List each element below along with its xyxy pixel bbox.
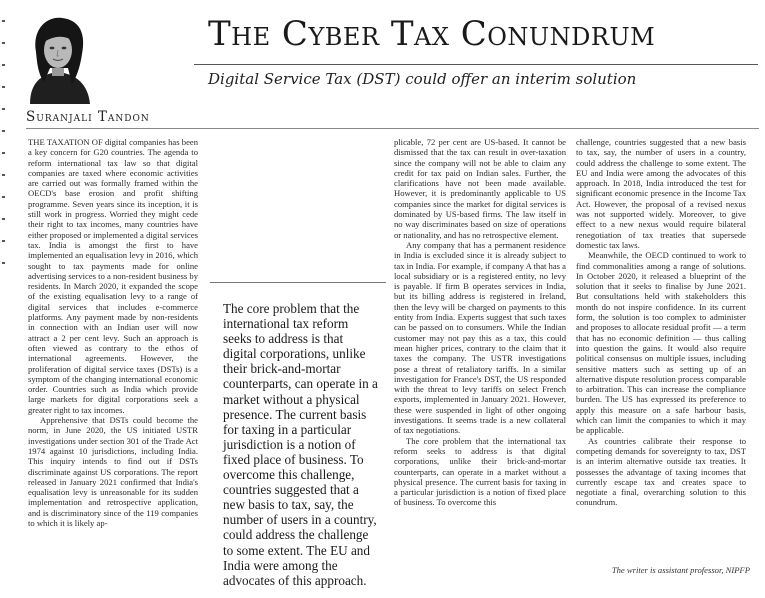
article-subtitle: Digital Service Tax (DST) could offer an interim solution [208,70,637,88]
author-note: The writer is assistant professor, NIPFP [611,565,750,575]
paragraph: THE TAXATION OF digital companies has been a key concern for G20 countries. The agenda to reform international tax law so that digital companies are taxed where economic activities are carried out was formally framed within the OECD's base erosion and profit shifting programme. Seven years since its inception, it is still work in progress. Worried they might cede their right to tax incomes, many countries have either proposed or implemented a digital services tax. India is amongst the first to have implemented an equalisation levy in 2016, which sought to tax payments made for online advertising services to a non-resident business by residents. In March 2020, it expanded the scope of the existing equalisation levy to a range of digital services that includes e-commerce platforms. Any payment made by non-residents in connection with an Indian user will now attract a 2 per cent levy. Such an approach is often viewed as contrary to the ethos of international agreements. However, the proliferation of digital service taxes (DSTs) is a symptom of the changing international economic order. Countries such as India which provide large markets for digital corporations seek a greater right to tax incomes. [28,137,198,415]
paragraph: Meanwhile, the OECD continued to work to find commonalities among a range of solutions. In October 2020, it released a blueprint of the solution that it seeks to finalise by June 2021. But consultations held with stakeholders this month do not inspire confidence. In its current form, the solution is too complex to administer and proposes to allocate residual profit — a term that has no economic definition — thus calling into question the gains. It would also require political consensus on multiple issues, including sensitive matters such as setting up of an alternative dispute resolution process comparable to arbitration. This can increase the compliance burden. The US has expressed its preference to apply this measure on a safe harbour basis, which can limit the companies to which it may be applicable. [576,250,746,436]
author-portrait-icon [16,12,100,104]
page-edge-marks [2,20,7,280]
pull-quote-divider [210,282,386,283]
pull-quote: The core problem that the international tax reform seeks to address is that digital corporations, unlike their brick-and-mortar counterparts, can operate in a market without a physical presence. The current basis for taxing in a particular jurisdiction is a notion of fixed place of business. To overcome this challenge, countries suggested that a new basis to tax, say, the number of users in a country, could address the challenge to some extent. The EU and India were among the advocates of this approach. [223,301,378,588]
paragraph: challenge, countries suggested that a new basis to tax, say, the number of users in a country, could address the challenge to some extent. The EU and India were among the advocates of this approach. In 2018, India introduced the test for significant economic presence in the Income Tax Act. However, the proposal of a revised nexus was not supported widely. Moreover, to give effect to a new nexus would require bilateral renegotiation of tax treaties that supersede domestic tax laws. [576,137,746,250]
article-column-1 [28,137,198,589]
paragraph: Apprehensive that DSTs could become the norm, in June 2020, the US initiated USTR investigations under section 301 of the Trade Act 1974 against 10 jurisdictions, including India. This inquiry intends to find out if DSTs discriminate against US corporations. The report released in January 2021 confirmed that India's equalisation levy is unreasonable for its sudden implementation and retrospective application, and is discriminatory since of the 119 companies to which it is likely ap- [28,415,198,528]
article-column-3 [576,137,746,577]
byline-divider [26,128,759,129]
paragraph: plicable, 72 per cent are US-based. It cannot be dismissed that the tax can result in over-taxation since the company will not be able to claim any credit for tax paid on Indian sales. Further, the clarifications have not been made available. However, it is predominantly applicable to US companies since the market for digital services is dominated by US-based firms. The law itself in no way discriminates based on size of operations or nationality, and has no retrospective element. [394,137,566,240]
title-divider [194,64,758,65]
paragraph: As countries calibrate their response to competing demands for sovereignty to tax, DST is an interim alternative outside tax treaties. It possesses the advantage of taxing incomes that currently escape tax and creates space to negotiate a final, overarching solution to this conundrum. [576,435,746,508]
article-title: The Cyber Tax Conundrum [208,14,656,54]
article-column-2 [394,137,566,589]
paragraph: Any company that has a permanent residence in India is excluded since it is already subject to tax in India. For example, if company A that has a local subsidiary or is a registered entity, no levy is payable. If firm B operates services in India, but its billing address is registered in Ireland, then the levy will be charged on payments to this entity from India. Experts suggest that such taxes can be passed on to consumers. While the Indian customer may not pay this as a tax, this could mean higher prices, contrary to the claim that it taxes the company. The USTR investigations pose a threat of retaliatory tariffs. In a similar investigation for France's DST, the US responded with the threat to levy tariffs on select French exports, implemented in January 2021. However, these were suspended in light of other ongoing investigations. It seems trade is a new collateral of tax negotiations. [394,239,566,436]
paragraph: The core problem that the international tax reform seeks to address is that digital corporations, unlike their brick-and-mortar counterparts, can operate in a market without a physical presence. The current basis for taxing in a particular jurisdiction is a notion of fixed place of business. To overcome this [394,435,566,508]
author-byline: Suranjali Tandon [26,109,150,125]
